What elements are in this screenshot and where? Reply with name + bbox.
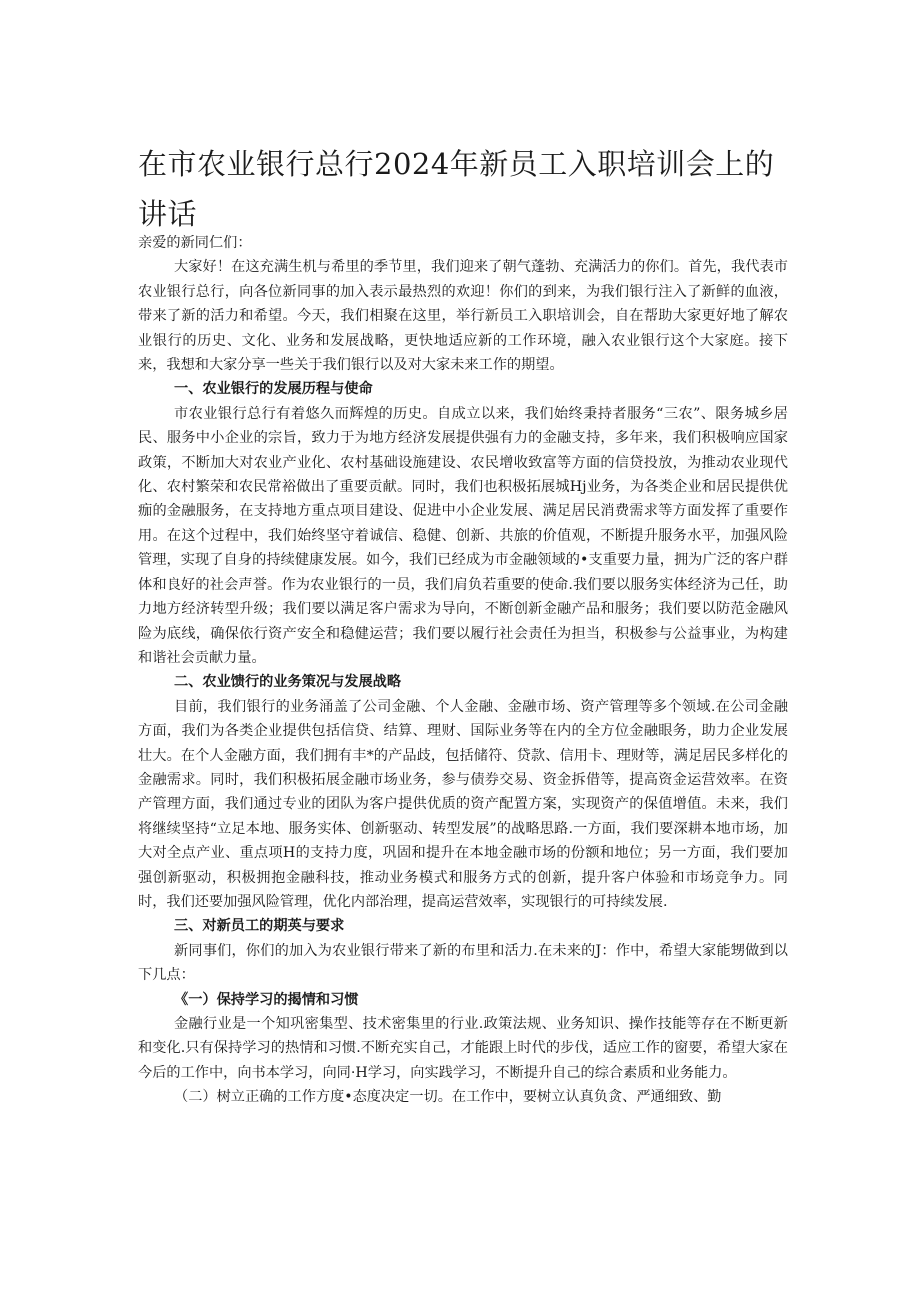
section-3-heading: 三、对新员工的期英与要求: [174, 918, 345, 935]
document-body: [138, 231, 788, 1110]
subsection-1-paragraph: 金融行业是一个知巩密集型、技术密集里的行业.政策法规、业务知识、操作技能等存在不断更新和变化.只有保持学习的热情和习惯.不断充实自己，才能跟上时代的步伐，适应工作的窗要，希望大家在今后的工作中，向书本学习，向同·H学习，向实践学习，不断提升自己的综合素质和业务能力。: [138, 1016, 788, 1081]
section-3-paragraph: 新同事们，你们的加入为农业银行带来了新的布里和活力.在未来的J：作中，希望大家能甥做到以下几点：: [138, 942, 788, 984]
section-2-heading: 二、农业馈行的业务策况与发展战略: [174, 674, 402, 691]
subsection-2-paragraph: （二）树立正确的工作方度•态度决定一切。在工作中，要树立认真负贪、严通细致、勤: [174, 1089, 722, 1106]
section-2-paragraph: 目前，我们银行的业务涌盖了公司金融、个人金融、金融市场、资产管理等多个领域.在公司金融方面，我们为各类企业提供包括信贷、结算、理财、国际业务等在内的全方位金融眼务，助力企业发展壮大。在个人金融方面，我们拥有丰*的产品歧，包括储符、贷款、信用卡、理财等，满足居民多样化的金融需求。同时，我们积极拓展金融市场业务，参与债券交易、资金拆借等，提高资金运营效率。在资产管理方面，我们通过专业的团队为客户提供优质的资产配置方案，实现资产的保值增值。未来，我们将继续坚持“立足本地、服务实体、创新驱动、转型发展”的战略思路.一方面，我们要深耕本地市场，加大对全点产业、重点项H的支持力度，巩固和提升在本地金融市场的份额和地位；另一方面，我们要加强创新驱动，积极拥抱金融科技，推动业务模式和服务方式的创新，提升客户体验和市场竞争力。同时，我们还要加强风险管理，优化内部治理，提高运营效率，实现银行的可持续发展.: [138, 698, 788, 910]
section-1-paragraph: 市农业银行总行有着悠久而辉煌的历史。自成立以来，我们始终秉持者服务“三农”、限务城乡居民、服务中小企业的宗旨，致力于为地方经济发展提供强有力的金融支持，多年来，我们积极响应国家政策，不断加大对农业产业化、农村基础设施建设、农民增收致富等方面的信贷投放，为推动农业现代化、农村繁荣和农民常裕做出了重要贡献。同时，我们也积极拓展城Hj业务，为各类企业和居民提供优痂的金融服务，在支持地方重点项目建设、促进中小企业发展、满足居民消费需求等方面发挥了重要作用。在这个过程中，我们始终坚守着诚信、稳健、创新、共旅的价值观，不断提升服务水平，加强风险管理，实现了自身的持续健康发展。如今，我们已经成为市金融领域的•支重要力量，拥为广泛的客户群体和良好的社会声誉。作为农业银行的一员，我们肩负若重要的使命.我们要以服务实体经济为己任，助力地方经济转型升级；我们要以满足客户需求为导向，不断创新金融产品和服务；我们要以防范金融风险为底线，确保依行资产安全和稳健运营；我们要以履行社会责任为担当，积极参与公益事业，为构建和谐社会贡献力量。: [138, 405, 788, 666]
subsection-1-heading: 《一）保持学习的揭情和习惯: [174, 991, 359, 1008]
intro-paragraph: 大家好！在这充满生机与希里的季节里，我们迎来了朝气蓬勃、充满活力的你们。首先，我代表市农业银行总行，向各位新同事的加入表示最热烈的欢迎！你们的到来，为我们银行注入了新鲜的血液，带来了新的活力和希望。今天，我们相聚在这里，举行新员工入职培训会，自在帮助大家更好地了解农业银行的历史、文化、业务和发展战略，更快地适应新的工作环境，融入农业银行这个大家庭。接下来，我想和大家分享一些关于我们银行以及对大家未来工作的期望。: [138, 259, 788, 374]
document-title: 在市农业银行总行2024年新员工入职培训会上的讲话: [138, 147, 775, 232]
salutation: 亲爱的新同仁们：: [138, 235, 252, 251]
section-1-heading: 一、农业银行的发展历程与使命: [174, 381, 373, 398]
